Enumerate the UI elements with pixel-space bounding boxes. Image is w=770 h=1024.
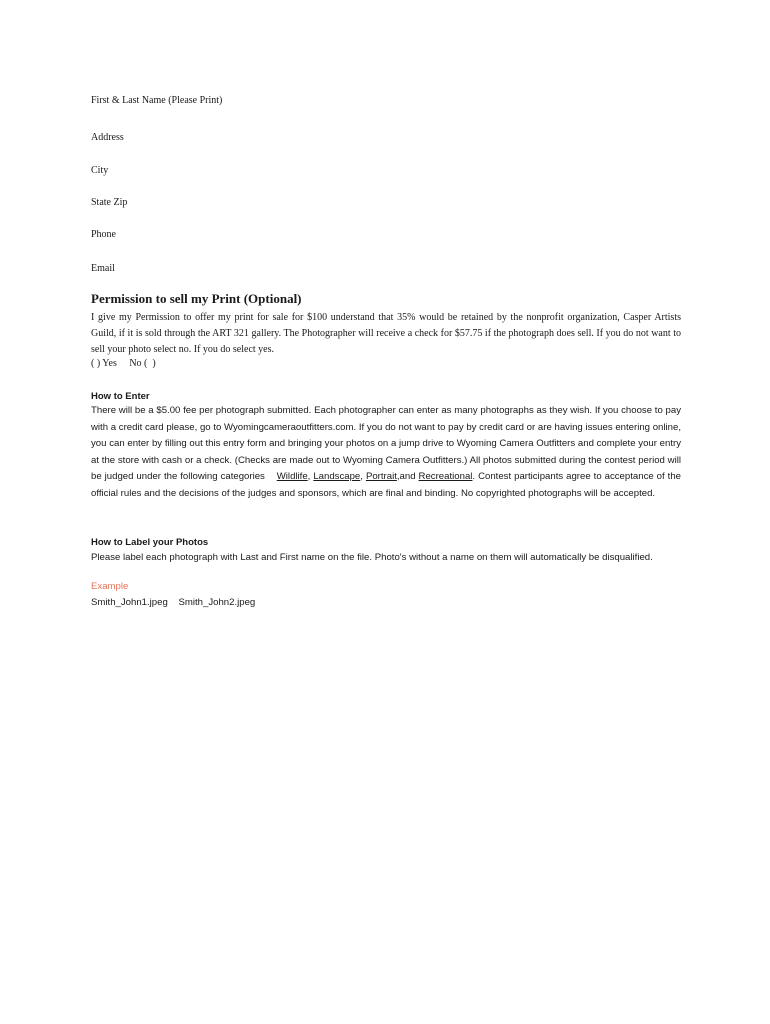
field-name-label: First & Last Name (Please Print) — [91, 95, 223, 106]
field-city-label: City — [91, 165, 109, 176]
enter-text-part1: There will be a $5.00 fee per photograph submitted. Each photographer can enter as many photographs as they wish. If you choose to pay with a credit card please, go to Wyomingcameraoutfitters.com. If you do not want to pay by credit card or are having issues entering online, you can enter by filling out this entry form and bringing your photos on a jump drive to Wyoming Camera Outfitters and complete your entry at the store with cash or a check. (Checks are made out to Wyoming Camera Outfitters.) All photos submitted during the contest period will be judged under the following categories — [91, 405, 681, 483]
permission-choices: ( ) Yes No ( ) — [91, 358, 156, 369]
permission-heading: Permission to sell my Print (Optional) — [91, 291, 302, 306]
category-portrait: Portrait — [365, 471, 397, 483]
category-recreational: Recreational — [418, 471, 473, 483]
field-state-zip-label: State Zip — [91, 197, 128, 208]
field-email-label: Email — [91, 263, 115, 274]
how-to-enter-body — [91, 403, 681, 503]
how-to-enter-heading: How to Enter — [91, 391, 150, 402]
field-phone-label: Phone — [91, 229, 116, 240]
field-address-label: Address — [91, 132, 124, 143]
how-to-label-body: Please label each photograph with Last and First name on the file. Photo's without a name on them will automatically be disqualified. — [91, 552, 653, 563]
separator-comma: , — [360, 471, 363, 483]
separator-comma: , — [307, 471, 311, 483]
separator-comma: , — [396, 471, 400, 483]
separator-and: and — [399, 471, 416, 483]
example-label: Example — [91, 581, 129, 592]
permission-body: I give my Permission to offer my print for sale for $100 understand that 35% would be retained by the nonprofit organization, Casper Artists Guild, if it is sold through the ART 321 gallery. The Photographer will receive a check for $57.75 if the photograph does sell. If you do not want to sell your photo select no. If you do select yes. — [91, 312, 681, 355]
enter-text-part2: . Contest participants agree to acceptance of the official rules and the decisions of the judges and sponsors, which are final and binding. No copyrighted photographs will be accepted. — [91, 471, 681, 499]
example-filenames: Smith_John1.jpeg Smith_John2.jpeg — [91, 597, 256, 608]
category-landscape: Landscape — [313, 471, 361, 483]
how-to-label-heading: How to Label your Photos — [91, 537, 209, 548]
category-wildlife: Wildlife — [276, 471, 308, 483]
